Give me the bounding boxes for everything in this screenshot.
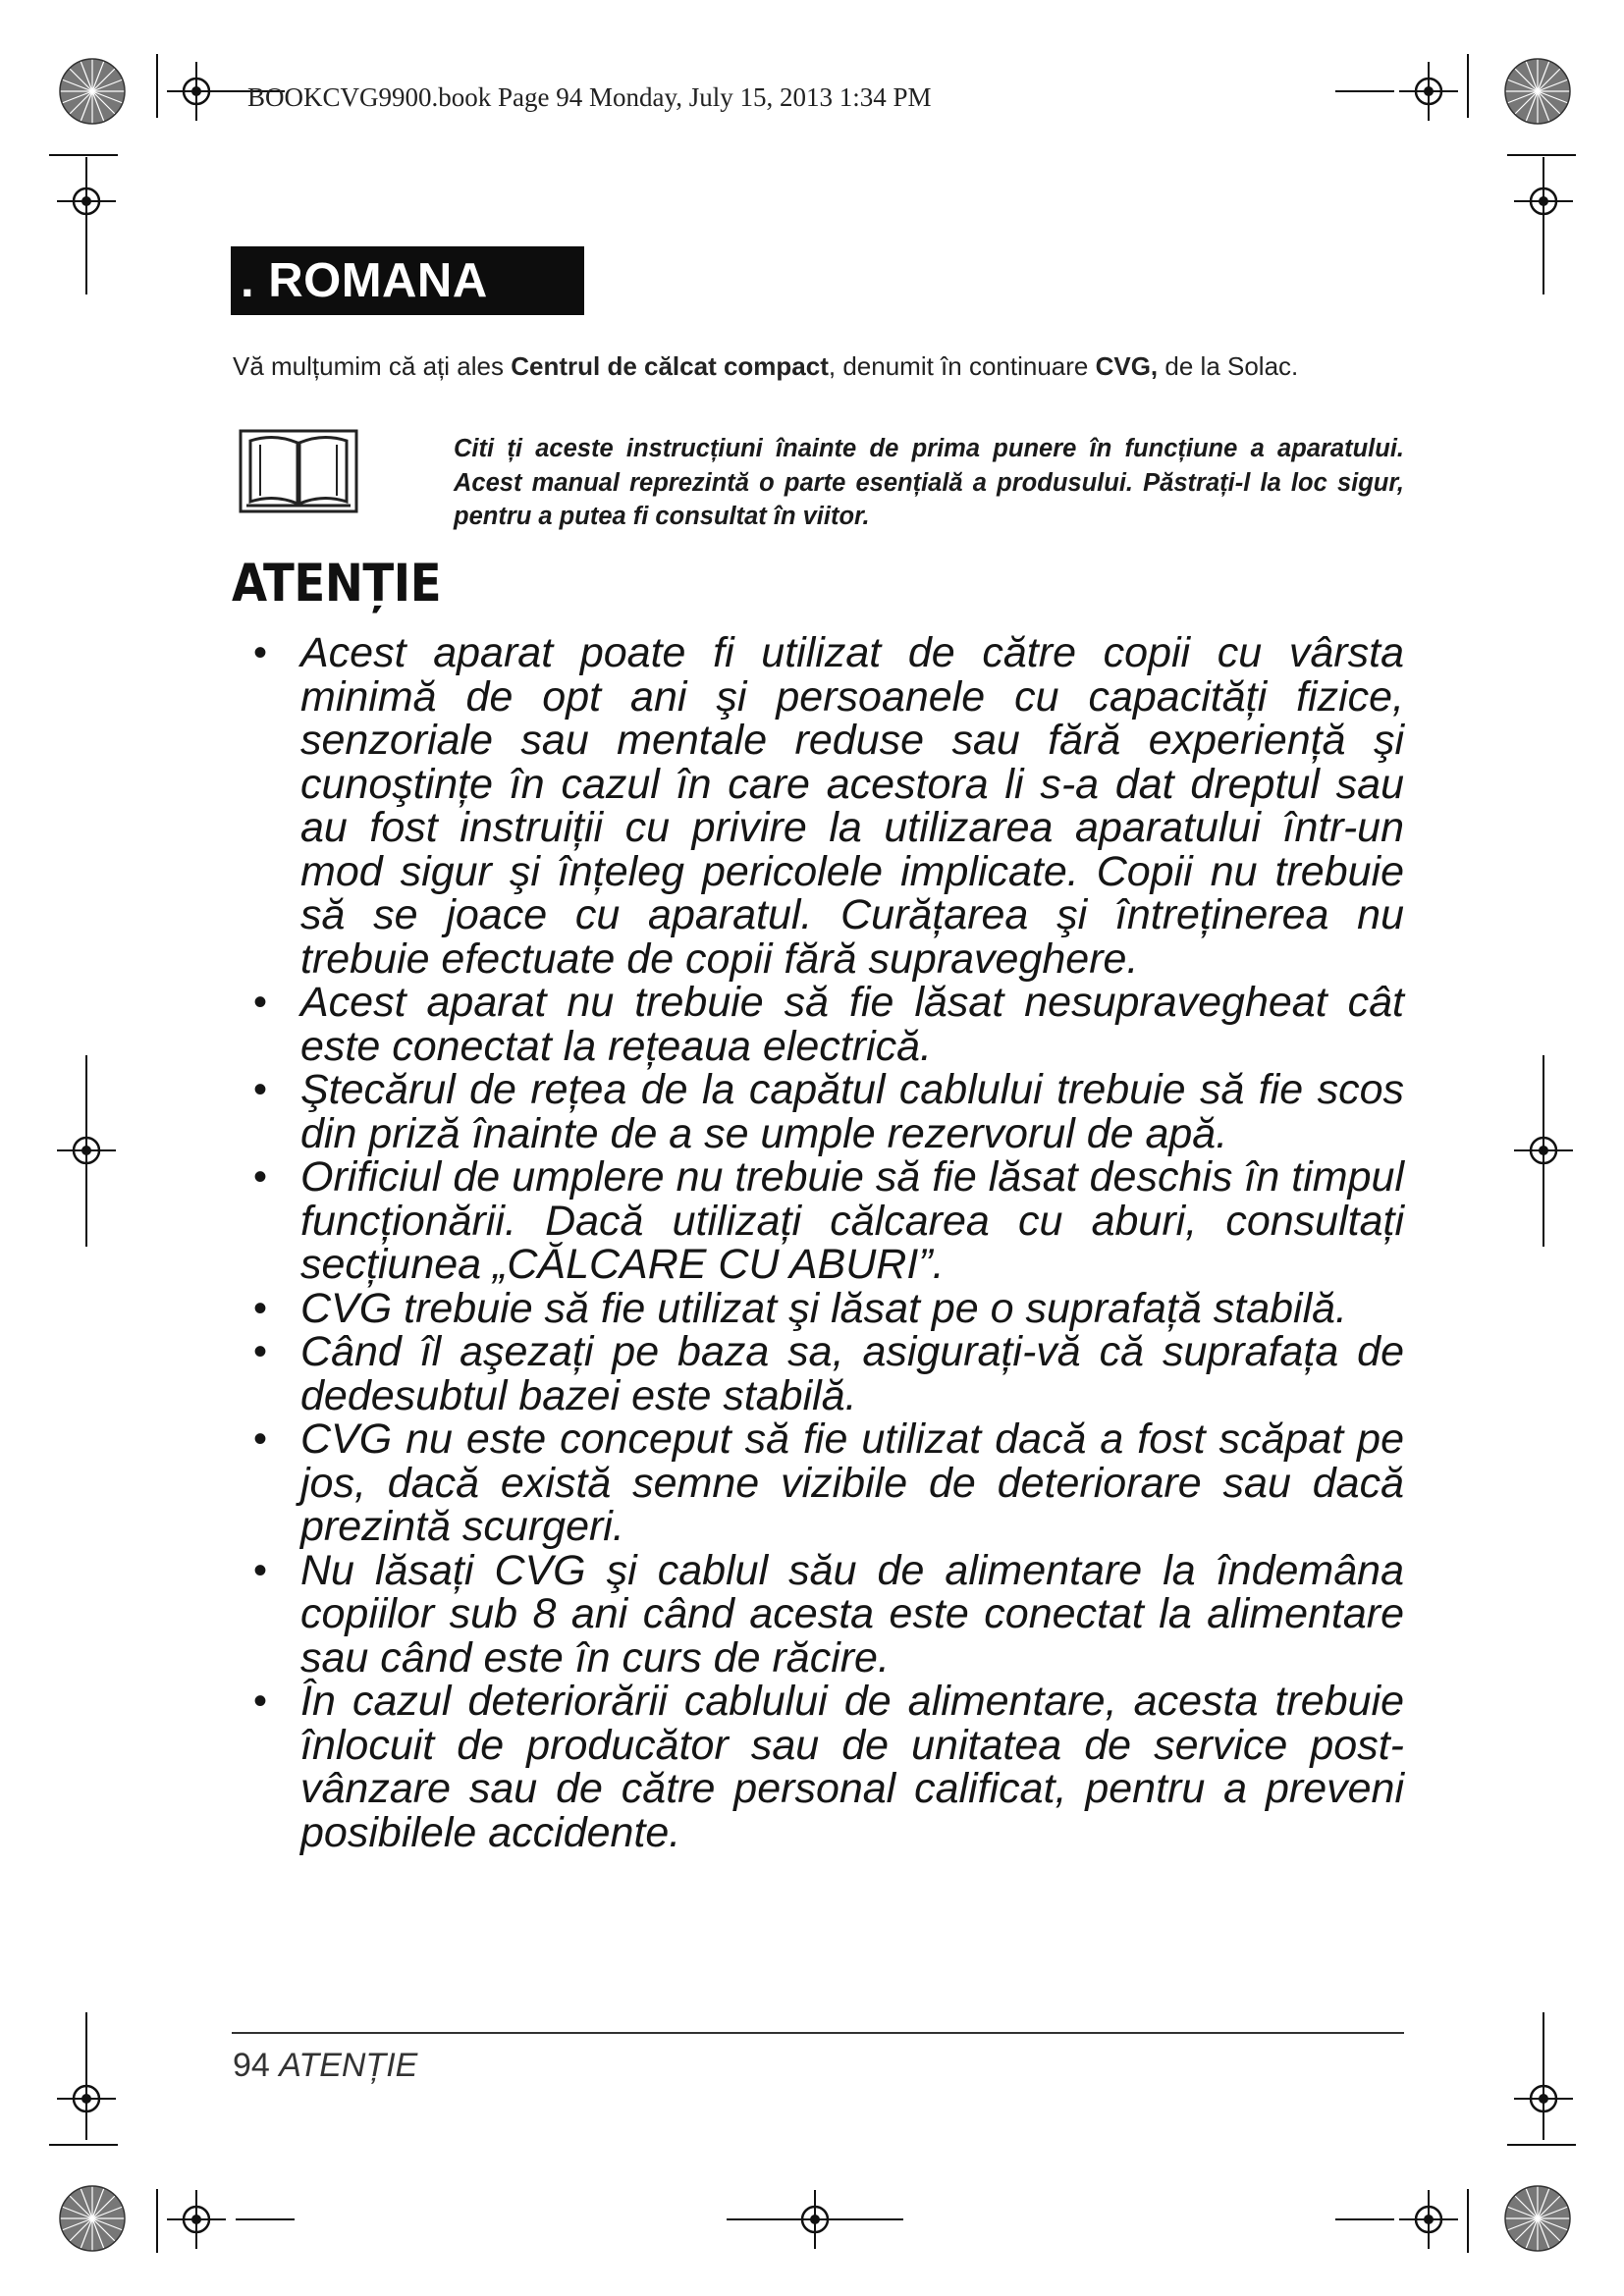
- registration-crosshair-icon: [57, 2069, 116, 2128]
- footer-divider: [232, 2032, 1404, 2034]
- language-banner: . ROMANA: [231, 246, 584, 315]
- warnings-list: [253, 631, 1404, 1854]
- page-footer: [233, 2047, 417, 2085]
- product-short-name: CVG,: [1095, 351, 1159, 381]
- footer-section-title: ATENȚIE: [279, 2047, 418, 2084]
- bullet: •: [253, 1155, 268, 1199]
- bullet: •: [253, 631, 268, 674]
- bullet: •: [253, 1680, 268, 1723]
- list-item: • Ştecărul de rețea de la capătul cablului trebuie să fie scos din priză înainte de a se umple rezervorul de apă.: [253, 1066, 1404, 1157]
- registration-crosshair-icon: [57, 1121, 116, 1180]
- read-instructions-notice: Citi ți aceste instrucțiuni înainte de prima punere în funcțiune a aparatului. Acest manual reprezintă o parte esențială a produsului. Păstrați-l la loc sigur, pentru a putea fi consultat în viitor.: [454, 435, 1404, 530]
- bullet: •: [253, 1417, 268, 1461]
- page-number: 94: [233, 2047, 270, 2084]
- bullet: •: [253, 981, 268, 1024]
- list-item: • Acest aparat poate fi utilizat de către copii cu vârsta minimă de opt ani şi persoanele cu capacități fizice, senzoriale sau mentale reduse sau fără experiență şi cunoştințe în cazul în care acestora li s-a dat dreptul sau au fost instruiții cu privire la utilizarea aparatului într-un mod sigur şi înțeleg pericolele implicate. Copii nu trebuie să se joace cu aparatul. Curățarea şi întreținerea nu trebuie efectuate de copii fără supraveghere.: [253, 629, 1404, 983]
- registration-crosshair-icon: [1514, 2069, 1573, 2128]
- registration-crosshair-icon: [57, 172, 116, 231]
- list-item: • Acest aparat nu trebuie să fie lăsat nesupravegheat cât este conectat la rețeaua electrică.: [253, 979, 1404, 1070]
- bullet: •: [253, 1548, 268, 1592]
- registration-crosshair-icon: [785, 2190, 844, 2249]
- color-calibration-wheel-icon: [60, 2186, 125, 2251]
- open-book-icon: [239, 427, 358, 513]
- list-item: • Când îl aşezați pe baza sa, asigurați-vă că suprafața de dedesubtul bazei este stabilă.: [253, 1328, 1404, 1419]
- registration-crosshair-icon: [1514, 172, 1573, 231]
- color-calibration-wheel-icon: [1505, 2186, 1570, 2251]
- intro-paragraph: Vă mulțumim că ați ales Centrul de călcat compact, denumit în continuare CVG, de la Solac.: [233, 351, 1299, 381]
- print-info-header: BOOKCVG9900.book Page 94 Monday, July 15, 2013 1:34 PM: [247, 82, 932, 112]
- list-item: • Nu lăsați CVG şi cablul său de alimentare la îndemâna copiilor sub 8 ani când acesta este conectat la alimentare sau când este în curs de răcire.: [253, 1546, 1404, 1682]
- section-title: ATENȚIE: [232, 554, 442, 614]
- list-item: • CVG nu este conceput să fie utilizat dacă a fost scăpat pe jos, dacă există semne vizibile de deteriorare sau dacă prezintă scurgeri.: [253, 1415, 1404, 1550]
- registration-crosshair-icon: [1399, 62, 1458, 121]
- registration-crosshair-icon: [167, 2190, 226, 2249]
- registration-crosshair-icon: [1399, 2190, 1458, 2249]
- bullet: •: [253, 1286, 268, 1330]
- list-item: • În cazul deteriorării cablului de alimentare, acesta trebuie înlocuit de producător sau de unitatea de service post-vânzare sau de către personal calificat, pentru a preveni posibilele accidente.: [253, 1678, 1404, 1856]
- list-item: • CVG trebuie să fie utilizat şi lăsat pe o suprafață stabilă.: [253, 1284, 1347, 1332]
- bullet: •: [253, 1330, 268, 1373]
- list-item: • Orificiul de umplere nu trebuie să fie lăsat deschis în timpul funcționării. Dacă utilizați călcarea cu aburi, consultați secțiunea „CĂLCARE CU ABURI”.: [253, 1153, 1404, 1288]
- color-calibration-wheel-icon: [1505, 59, 1570, 124]
- product-name: Centrul de călcat compact: [511, 351, 829, 381]
- registration-crosshair-icon: [1514, 1121, 1573, 1180]
- bullet: •: [253, 1068, 268, 1111]
- color-calibration-wheel-icon: [60, 59, 125, 124]
- registration-crosshair-icon: [167, 62, 226, 121]
